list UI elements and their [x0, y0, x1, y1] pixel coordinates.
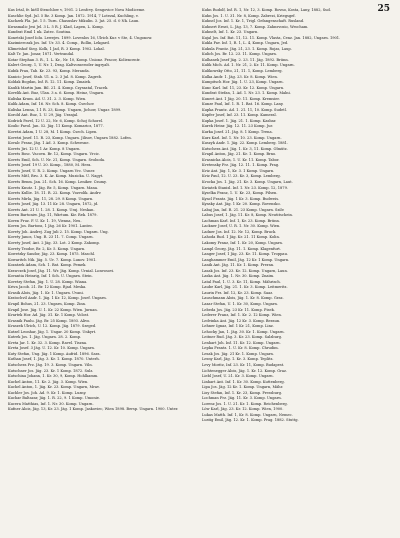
register-entry: Lehner Ignaz, Inf. 1 Kr. 21, Komp. Linz. [202, 324, 274, 329]
register-entry: Kurek Heinr. Jäg. 12. 11. 23 Komp. Jur. [202, 124, 273, 129]
register-entry: Kvapil Bohus, 21. 23. Ungarn, Komp. Zinn. [8, 301, 87, 306]
entry-columns [8, 8, 392, 538]
register-entry: Kyselka Franz, 1. U. Kr. 23, Komp. Pilsen. [202, 191, 278, 196]
register-entry: Kundrat Emil 1 nk. Zatec. Soutina. [8, 30, 72, 35]
register-entry: Langhammer Emil, Jäg. 12 Kr. 1 Komp. Ungarn. [202, 257, 290, 262]
register-entry: Lazar Stefan, U. 1. Kr. 30, Komp. Ungarn. [202, 301, 278, 306]
register-entry: Kovetzi Josef. 11. R. 23, Komp. Ungarn. Jilisov, Ungarn 1882. Lofen. [8, 135, 132, 140]
register-entry: Löw Karl, Jäg. 23. Kr. 12. Komp. Wien, 1900. [202, 407, 284, 412]
register-entry: Lahoda Rud. 1 Jäg. Kr. 21. 11 Komp. Kolin. [202, 235, 280, 240]
register-entry: Lakomy Franz, Inf. 1. Kr. 20, Komp. Ungarn. [202, 240, 283, 245]
register-entry: Latal Paul, 1. U. 3. Kr. 11, Komp. Mährisch. [202, 279, 281, 284]
register-entry: Kanicic Josef, Stab. Ul. n. 2. 3 Jul. 8. Komp. Zagreb. [8, 74, 103, 79]
register-entry: Kovets Ant. 21 U. 1. 28. 1. Komp. Uraj. Neskan. [8, 207, 95, 212]
register-entry: Kuhn Rudolf, Inf. R. 1, Nr. 12, 3. Komp. Rovno, Kosta, Lany, 1882, Sud. [202, 8, 331, 12]
register-entry: Kvocka Jos. 1. Jäg. 21. Kr. 3. Komp. Ungarn, Laut. [202, 179, 293, 184]
register-entry: Kupka Frantz. Ad. 1. 21. 11, 10. Komp. Sudetl. [202, 107, 287, 112]
register-entry: Lachman Karl. Inf. 1, Kr. 23. Komp. Brünn. [202, 218, 280, 223]
register-entry: Ladner Jos. Inf. 12. Nr. 12, Komp. Bruck. [202, 229, 277, 234]
register-entry: Kovetzi Adam, 1 U. 28, M. 1 Komp. Csech. Lipen. [8, 130, 98, 135]
register-entry: Kveta Josef. 3 Jäg. U. 12. Kr. 10. Komp. Ungarn. [8, 346, 95, 351]
register-entry: Kuchel Anton, 1. Jäg. Kr. 23. Komp. Ungarn, Mrav. [8, 385, 100, 390]
register-entry: Kozatzek Adam, Sch. 1. Bat. Komp. Pemek. [8, 263, 87, 268]
register-entry: Lampl Georg. Jäg. 11. 1. Komp. Klagenfurt. [202, 246, 282, 251]
register-entry: Kviz Paul, 12. U. 23. Kr. 3, Komp. Lemberg. [202, 174, 281, 179]
register-entry: Kuhnelt, Inf. 1. Kr. 23. Ungarn. [202, 30, 259, 35]
register-entry: Ledvinka Ant. Jäg. 12 Kr. 3. Komp. Beraun. [202, 318, 281, 323]
register-entry: Kovety Josef, Ant. 2 Jäg. 33. Lot. 2 Komp. Zakomp. [8, 240, 100, 245]
register-entry: Kuhnert Ernst, L. Jäg. 13, 7. Komp. Zahnsvosio, Wrocham. [202, 24, 309, 29]
register-entry: Kuhn Jos. 1. U. 31. Nr. 8, Komp. Zabrezi, Kriegsgef. [202, 13, 296, 18]
register-entry: Kriva Jacob. 21. Br. 12 Komp. Rjad. Meska. [8, 285, 87, 290]
register-entry: Kuliska Krum. Ad. U. 31. 2. 3. Komp. Wien. [8, 96, 87, 101]
register-entry: Kukla Pav. Inf. 1, R. 1, L. 4, Komp. Ungarn, Jed. [202, 41, 289, 46]
register-entry: Koven Bartoniw. Jäg. 11, Wärtum. Kir. Rek. 1879. [8, 213, 98, 218]
register-entry: Kunze Paul, Inf. 1. R. 1. Bat. 16. Komp. Lany. [202, 102, 284, 107]
register-entry: Kurz Karl. Inf. 1. Nr. 10. 23. Komp. Ungarn. [202, 135, 282, 140]
register-entry: Kuchar Baltazar, Jäg. 1. R. 22, 9. 1 Komp. Umonie. [8, 396, 101, 401]
register-entry: Kubik Frau, Tab. Kr. 23. 93, Komp. Meranda. [8, 69, 90, 74]
register-entry: Kwasmalic Jesi Jel. 3 L. 5 R. J. Klad, Lapen, L. Komp. [8, 24, 104, 29]
register-entry: Lesny Karl, Jäg. 1. Kr. 3. Komp. Teplitz. [202, 357, 274, 362]
register-entry: Kratochvil Andr. 1. Jäg. 1 Kr. 12, Komp. Josef. Ungarn. [8, 296, 107, 301]
register-entry: Kunert Ant. 1 Jäg. 20. 11. Komp. Kremsier. [202, 96, 280, 101]
register-entry: Kaulik Martin Jam. Bil. 21. 4. Komp. Czyszatal, Tracek. [8, 85, 109, 90]
register-entry: Kupfer Josef, Inf. 23. 11. Komp. Kameral. [202, 113, 277, 118]
register-entry: Lederer Franz, Inf. 1. Kr. 2. 12 Komp. Wien. [202, 313, 282, 318]
register-entry: Kus Irtal, fr. kiéll Stenchlow v, 1901. 2 Lenfcvy. Sengovice Nova Modiceme. [8, 8, 146, 12]
register-entry: Kundrat Stefan, 1. Ad. 1. Nr. 23. 1. Komp. Malni. [202, 91, 291, 96]
register-entry: Kulich Jos. Br. 12. 23. 11. Komp. Ungarn. [202, 52, 277, 57]
register-entry: Kovalc Franz, Jäg. 1 Ad. 3. Komp. Schwesne. [8, 141, 90, 146]
register-entry: Kalert Georg. 1, U. Nr. 1, Drag. Kaltvosseroder ingryalt. [8, 63, 111, 68]
register-entry: Kveta Jar. 1. Kr. 32. 3. Komp. Ravel. Tiszna. [8, 340, 88, 345]
register-entry: Kujal Jos. Inf. Bat. 11, 12. 11. Komp. Vlasta, Cenz. Jan. 1882, Ungarn. 1901. [202, 35, 341, 40]
register-entry: Kuty Stefan, Ung. Jäg. 1 Komp. Aufrid. 1896. Sara. [8, 351, 101, 356]
register-entry: Krawczek Josef, Jäg. 11. Wr. Jäg. Komp. Urnial. Lonvosovi. [8, 268, 115, 273]
register-entry: Lipa Jos. Jäg. 12 Kr. 1. Komp. Ungarn, Mähr. [202, 385, 284, 390]
register-entry: Kuliska Lenna, 1.1 R. 23, Komp. Ungarn, Jichow, Ungar. 1899. [8, 107, 122, 112]
register-entry: Lustig Emil, Jäg. 12. Kr. 1. Komp. Prag. 1882. Stuttg. [202, 418, 299, 423]
register-entry: Kovety Janos, Ung. R. 23 11. 7. Comp. Ungarn. [8, 235, 94, 240]
register-entry: Kvaszek Ulrich, U. 12. Komp. Jäg. 1879. Szeged. [8, 324, 97, 329]
register-entry: Klimetshof Sieg. Kolk, 1 Jad, R. 3 Komp. 1902. Lokal. [8, 46, 105, 51]
register-entry: Kulka Andr. 1. Jäg. 23. Kr. 8. Komp. Wien. [202, 74, 278, 79]
register-entry: Kodrick Pavel, 12 U. 22, Nr. 6, Komp. Schoj Schorel. [8, 118, 104, 123]
register-entry: Langer Josef, 1 Jäg. 23. Kr. 11. Komp. Troppau. [202, 252, 289, 257]
register-entry: Lackner Josef, U. R. 1. Nr. 30. Komp. Wien. [202, 224, 281, 229]
register-entry: Kvapil Jose. Jäg. U. 1. Kr. 22 Komp. Wien. Jurnan. [8, 307, 98, 312]
register-entry: Kutzel Leonhar, Jäg. 1. Ungar. 20 Komp. Unkyrt. [8, 329, 97, 334]
register-entry: Kovets Emil, Sch. U. Nr. 21, Komp. Ungarn. Svoboda. [8, 157, 106, 162]
register-entry: Leitner Rud. Jäg. 3. Kr. 23. Komp. Salzburg. [202, 335, 283, 340]
register-entry: Koldak Bogdan, Inf. R. 12. 11. Komp. Zmaiek. [8, 80, 92, 85]
register-entry: Kunc Karl. Inf. 11, 23. Kr. 12. Komp. Ungarn. [202, 85, 285, 90]
register-entry: Kovets Jiri. 12 U. 1 Ar. Komp. 8 Ungarn. [8, 146, 81, 151]
register-entry: Koven Fruz. F. U. Kr. 1. 19, Vienna, Neu. [8, 218, 82, 223]
register-entry: Kuhnel Jos. Inf. 1. Kr. 1, Trigl. Gefangenschaft. Rusland. [202, 19, 305, 24]
register-entry: Kovety Teodor, Br. 2, Kr. 5. Komp. Ungarn. [8, 246, 86, 251]
register-entry: Kyncl Frantz. Jäg. 1 Kr. 3. Komp. Budweis. [202, 196, 280, 201]
register-entry: Kufner Alois, Jäg. 13, Kr. 23. Jäg. 1 Komp. Jaskoviec, Wien 1898. Bersp. Ungarn. 1900. Unter. [8, 407, 179, 412]
register-entry: Kovets Josef. 19 U. 20. Komp., 1880, M. Hera. [8, 163, 92, 168]
register-entry: Kovets Kullie. 18. 11. R. 22. Komp. Vozvolik. Andrv. [8, 191, 102, 196]
register-entry: Lebeda Jos. Jäg. 23 Kr. 11. Komp. Pisek. [202, 307, 275, 312]
register-entry: Kviz Ant. Jäg. 1, Kr. 3. 1 Komp. Ungarn. [202, 168, 275, 173]
register-entry: Kwiatek Stanisl. Inf. 1. Nr. 23. Komp. 12, 1879. [202, 185, 289, 190]
register-entry: Kovets Knutz. 1. Jäg. Br. 5, Komp. Ungarn. Mana. [8, 185, 99, 190]
register-entry: Lorenz Jos. 1. U. 21. Kr. 1. Komp. Reichenberg. [202, 401, 288, 406]
register-entry: Kuschlie Syd. Jul. 5 Bz. 3 Komp. Jan. 1872. 1914, 7 Lotezal, Kuchling, v. [8, 13, 139, 18]
register-entry: Koven Jos. Bartons, 1 Jäg. 26 Kr. 1901. Lantec. [8, 224, 94, 229]
register-entry: Kuthan Josef, 1. Jäg. 3. Kr. 1. Komp. 1870. Unterh. [8, 357, 100, 362]
left-column [8, 8, 198, 538]
register-entry: Kowetzky Sandor, Jäg. 23. Komp. 1875. Maschl. [8, 252, 96, 257]
register-entry: Kovets Josef, U. R. 2. Komp. Ungarn Vrc. Usner. [8, 168, 96, 173]
register-entry: Kvasik Alois, Jäg. 1. Kr. 1. Ungarn. Uvani. [8, 290, 84, 295]
register-entry: Kovetzy Stefan, Jäg. 1. U. 28. Komp. Wiana. [8, 279, 88, 284]
register-entry: Kovets Mitl, Bru. 3. K. Ar. Komp. Muzicka. U. Nagyt. [8, 174, 104, 179]
register-entry: Kovelik Ant. Buz, Ulan. 3 a. 6. Komp. Heinz, Ungarn. [8, 91, 105, 96]
register-entry: Lesak Jos. Jäg. 21 Kr. 1. Komp. Ungarn. [202, 351, 275, 356]
register-entry: Lenhart Joh. Inf. 11. Kr. 12. Komp. Ungarn. [202, 340, 281, 345]
register-entry: Lichtenegger Alois, Jäg. 1. Kr. 12. Komp. Graz. [202, 368, 288, 373]
register-entry: Kovety Joh. Andrej. Zug Juli 2. 15. Komp. Ungarn. Ung. [8, 229, 109, 234]
register-entry: Kutschner Jos. Jäg. 23. Kr. 1 Komp. 1872. Sulz. [8, 368, 94, 373]
register-entry: Lepka Frantz. 1. U. Kr. 8. Komp. Chrudim. [202, 346, 279, 351]
register-entry: Kuszyk Andr. 1. Jäg. 22. Komp. Lemberg. 1881. [202, 141, 289, 146]
register-entry: Kumpitsch Hor. Jäg. 1. U. 23, Komp. Ungarn. [202, 80, 284, 85]
register-entry: Lisy Stefan, Inf. 1. Kr. 23, Komp. Pressburg. [202, 390, 283, 395]
register-entry: Lehocky Jan, 1. Jäg. 30. Kr. 1. Komp. Ungarn. [202, 329, 285, 334]
register-entry: Kalt Tr. Jan. Jonar, 1871. Vertrandal. [8, 52, 75, 57]
register-entry: Kuchel Anton, 11. Kr. 2. Jäg. 3. Komp. Wien. [8, 379, 89, 384]
register-entry: Kutschera Frz. Jäg. 19. 3. Komp. Ungarn. Viln. [8, 363, 93, 367]
register-entry: Kvetensky Frz. Jäg. 12. 11. 1. Komp. Prag. [202, 163, 280, 168]
register-entry: Kazimierczak Jos. Inf. Ur. 33. 4. Comp., Rollin, Lekgard. [8, 41, 110, 46]
register-entry: Kuchler Jos. Joh. Ad. 9. Kr. 1. Komp. Luzny. [8, 390, 87, 395]
register-entry: Kovets Benm. Jan. 21. Sch. 16. Komp. Leniker. Csumy. [8, 179, 107, 184]
register-entry: Kutschina Johann, 1. Kr. 30, 9, Komp. Hohlkamm. [8, 374, 99, 379]
right-column [202, 8, 392, 538]
register-entry: Kovets Mirla, Jäg. 11, 28. 29. 8 Komp. Ungarn. [8, 196, 94, 201]
register-entry: Lochman Frz. Jäg. 11. Kr. 3. Komp. Ungarn. [202, 396, 282, 401]
page-number: 25 [377, 4, 390, 14]
register-entry: Kachzek Fla. Jat. 1 5. Turn. Chasuslav Mikulin. 3. Jat. 25. d. 0 Nk. Laun. [8, 19, 140, 24]
register-entry: Lukas Matth. Inf. 1, Kr. 8. Komp. Ungarn, Nemec. [202, 412, 293, 417]
register-entry: Linhart Ant. Inf. 1. Kr. 30. Komp. Kuttenberg. [202, 379, 285, 384]
register-entry: Kynsky Ant. Jäg. 1 Kr. 20. Komp. Rovensko. [202, 202, 281, 207]
register-entry: Laska Ant. Jäg. 1. Nr. 30. Komp. Znaim. [202, 274, 275, 279]
register-entry: Kotar Stephan 3. R., 1. L. Kr., Nr. 10, Komp. Unionz. Pracov, Koliencentr. [8, 57, 141, 62]
register-entry: Kvartek Hor. Ad. Jäg. 31. Kr. 1 Komp. Volost. [8, 313, 90, 318]
register-entry: Lanik Ant. Jäg. 11. Kr. 1. Komp. Preran. [202, 263, 275, 268]
register-entry: Lauschmann Alois, Jäg. 1. Kr. 8. Komp. Graz. [202, 296, 284, 301]
register-entry: Kvasnik Paulu. Jäg. Br. 25 Komp. 1893. Alivo. [8, 318, 91, 323]
register-entry: Kutschera Ant. Jäg. 1. Kr. 3, 11. Komp. Olmütz. [202, 146, 288, 151]
register-entry: Labus Josef, 1. Jäg. 11. Kr. 8, Komp. Neutitschein. [202, 213, 293, 218]
register-entry: Kovantia Heinrig, Inf. 1 Sch. U. Ungarn. Stein. [8, 274, 93, 279]
register-entry: Laurin Frz. Inf. 12, Kr. 23. Komp. Saaz. [202, 290, 274, 295]
register-entry: Konetski Josef Iolu. Lewejes. 1899. Lovenlos 16, Ulrich Kur. v Ste, 4. Ungonow. [8, 35, 153, 40]
register-entry: Kulikowsky Otto, 21, 11. 1, Komp. Lemberg. [202, 69, 283, 74]
register-entry: Kutrek Jos. 1. Jäg. Ungarn. 28. 2. Komp. [8, 335, 82, 340]
register-entry: Labaj Jan, Inf. R. 21. 23 Komp. Ungarn. Szilv. [202, 207, 285, 212]
register-entry: Kowaritch Nik. Jäg. 5. Ur. 7. Komp. Lunov. 1901. [8, 257, 97, 262]
register-entry: Kvapil Anton, Jäg. 21. Kr. 1. Komp. Brno. [202, 152, 277, 157]
register-entry: Kulhanek Josef Jäg. 2. 23. 11. Jäg. 1892. Brünn. [202, 57, 289, 62]
register-entry: Kvasnicka Alois, 1. U. Kr. 11. Komp. Tabor. [202, 157, 280, 162]
register-entry: Kurka Josef. 21. Jäg. 8. 1 Komp. Trena. [202, 130, 273, 135]
register-entry: Lasak Jos. Inf. 23. Kr. 12. Komp. Ungarn, Laun. [202, 268, 288, 273]
register-entry: Kovets Josef, Jäg. 13. 11 Kr. 28. Ungarn, 1872, jd. [8, 202, 99, 207]
register-entry: Levy Moritz, Inf. 23. Kr. 11, Komp. Budapest. [202, 363, 285, 367]
register-entry: Liebl Josef, U. 21. Kr. 3. Komp. Ungarn. [202, 374, 274, 379]
register-entry: Kucera Matthias, Inf. 1. Nr. 30. Komp. Ungarn. [8, 401, 94, 406]
register-entry: Kulik Mich. Ad. 1. Nr. 21, 2. Kr. 11. Komp. Ungarn. [202, 63, 295, 68]
register-entry: Korold Ant. Buz, 1. U. 29, Jäg. Uranjal. [8, 113, 79, 118]
register-entry: Laube Karl, Jäg. 21. 1. Kr. 3. Komp. Leitmeritz. [202, 285, 288, 290]
register-entry: Koulic Pavol. Jan. 52. Jäg. 11 Komp. Komaricz, 1877. [8, 124, 104, 129]
register-entry: Kukula Frantz. Jäg. 21, 23. 1. Komp. Rojas, Laup. [202, 46, 292, 51]
register-entry: Kupka Josef. 1. Jäg. 21. 1. Komp. Kasbar. [202, 118, 277, 123]
register-entry: Kulik Adam, Inf. 16. Nr. Sch. 8. Komp. Csechov. [8, 102, 95, 107]
register-entry: Kovets Bosc. Vacovn. Br. 12, Komp. Ungarn. Vrcic. [8, 152, 101, 157]
